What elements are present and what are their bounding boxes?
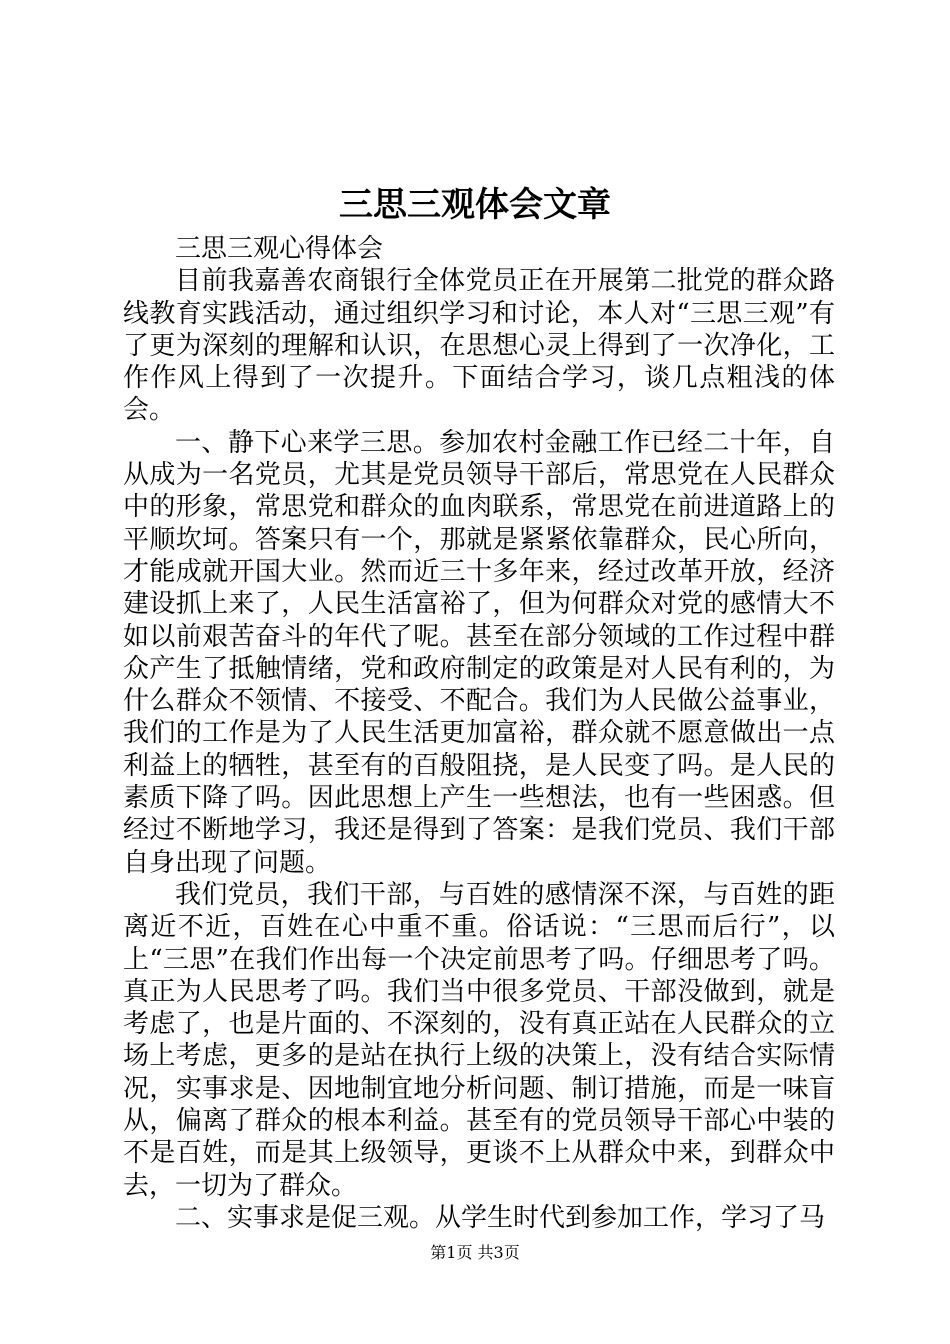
paragraph-1: 目前我嘉善农商银行全体党员正在开展第二批党的群众路线教育实践活动，通过组织学习和讨论，本人对“三思三观”有了更为深刻的理解和认识，在思想心灵上得到了一次净化，工作作风上得到了一次提升。下面结合学习，谈几点粗浅的体会。 [123,266,835,426]
paragraph-3: 我们党员，我们干部，与百姓的感情深不深，与百姓的距离近不近，百姓在心中重不重。俗话说：“三思而后行”，以上“三思”在我们作出每一个决定前思考了吗。仔细思考了吗。真正为人民思考了吗。我们当中很多党员、干部没做到，就是考虑了，也是片面的、不深刻的，没有真正站在人民群众的立场上考虑，更多的是站在执行上级的决策上，没有结合实际情况，实事求是、因地制宜地分析问题、制订措施，而是一味盲从，偏离了群众的根本利益。甚至有的党员领导干部心中装的不是百姓，而是其上级领导，更谈不上从群众中来，到群众中去，一切为了群众。 [123,879,835,1201]
document-subtitle: 三思三观心得体会 [175,234,384,264]
paragraph-4: 二、实事求是促三观。从学生时代到参加工作，学习了马 [175,1202,826,1233]
paragraph-2: 一、静下心来学三思。参加农村金融工作已经二十年，自从成为一名党员，尤其是党员领导干部后，常思党在人民群众中的形象，常思党和群众的血肉联系，常思党在前进道路上的平顺坎坷。答案只有一个，那就是紧紧依靠群众，民心所向，才能成就开国大业。然而近三十多年来，经过改革开放，经济建设抓上来了，人民生活富裕了，但为何群众对党的感情大不如以前艰苦奋斗的年代了呢。甚至在部分领域的工作过程中群众产生了抵触情绪，党和政府制定的政策是对人民有利的，为什么群众不领情、不接受、不配合。我们为人民做公益事业，我们的工作是为了人民生活更加富裕，群众就不愿意做出一点利益上的牺牲，甚至有的百般阻挠，是人民变了吗。是人民的素质下降了吗。因此思想上产生一些想法，也有一些困惑。但经过不断地学习，我还是得到了答案：是我们党员、我们干部自身出现了问题。 [123,427,835,878]
page-footer: 第1页 共3页 [430,1243,520,1262]
document-title: 三思三观体会文章 [339,185,611,225]
document-body [123,233,835,1234]
